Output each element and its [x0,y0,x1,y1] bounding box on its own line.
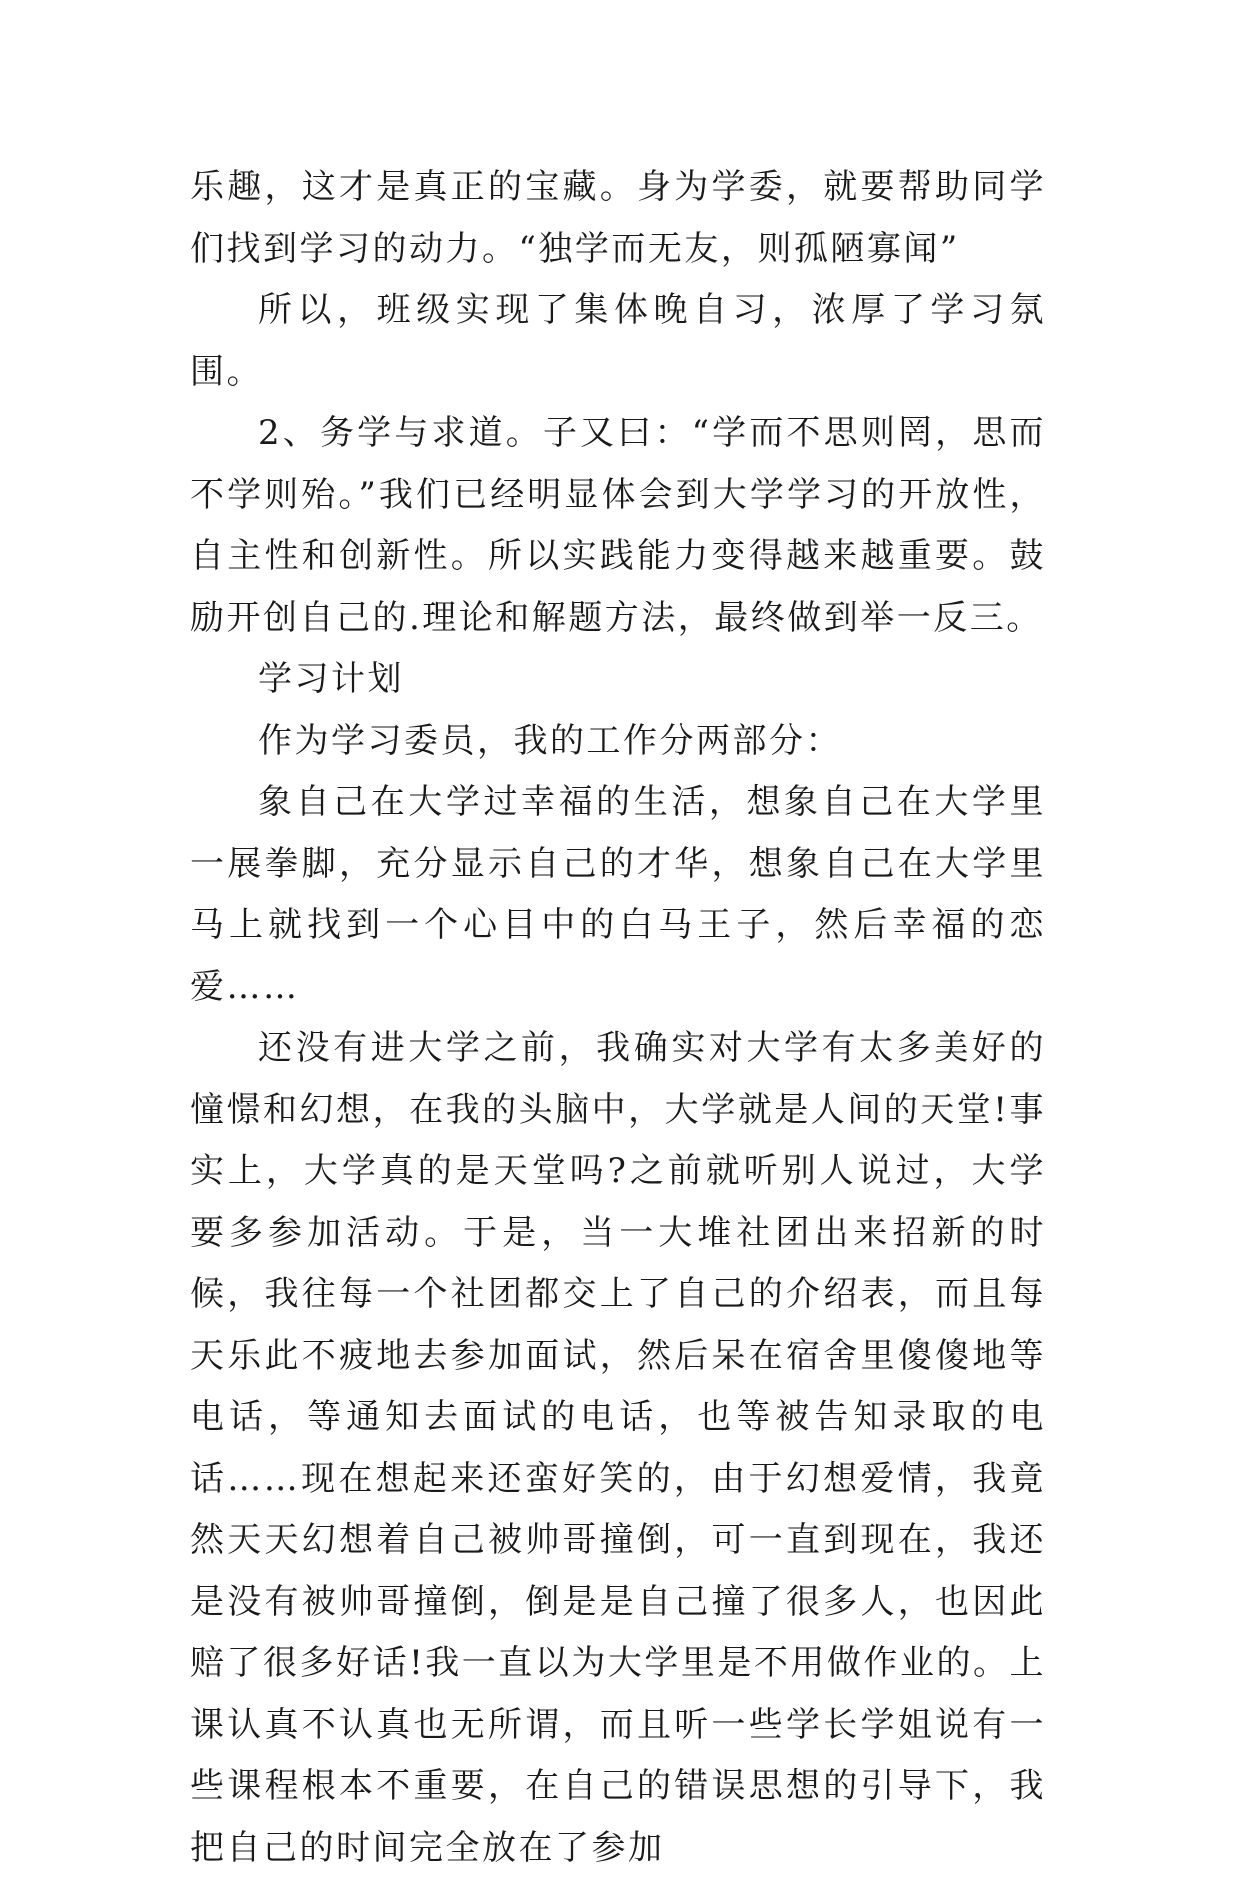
section-heading-study-plan: 学习计划 [258,659,404,699]
paragraph-study-atmosphere: 所以，班级实现了集体晚自习，浓厚了学习氛围。 [190,290,1046,392]
paragraph-learning-and-seeking: 2、务学与求道。子又曰：“学而不思则罔，思而不学则殆。”我们已经明显体会到大学学习的开放性，自主性和创新性。所以实践能力变得越来越重要。鼓励开创自己的.理论和解题方法，最终做到举一反三。 [190,413,1046,638]
paragraph-work-parts: 作为学习委员，我的工作分两部分： [258,720,842,761]
paragraph-before-college: 还没有进大学之前，我确实对大学有太多美好的憧憬和幻想，在我的头脑中，大学就是人间的天堂!事实上，大学真的是天堂吗?之前就听别人说过，大学要多参加活动。于是，当一大堆社团出来招新的时候，我往每一个社团都交上了自己的介绍表，而且每天乐此不疲地去参加面试，然后呆在宿舍里傻傻地等电话，等通知去面试的电话，也等被告知录取的电话……现在想起来还蛮好笑的，由于幻想爱情，我竟然天天幻想着自己被帅哥撞倒，可一直到现在，我还是没有被帅哥撞倒，倒是是自己撞了很多人，也因此赔了很多好话!我一直以为大学里是不用做作业的。上课认真不认真也无所谓，而且听一些学长学姐说有一些课程根本不重要，在自己的错误思想的引导下，我把自己的时间完全放在了参加 [190,1028,1046,1868]
paragraph-imagination: 象自己在大学过幸福的生活，想象自己在大学里一展拳脚，充分显示自己的才华，想象自己在大学里马上就找到一个心目中的白马王子，然后幸福的恋爱…… [190,782,1046,1007]
paragraph-continuation: 乐趣，这才是真正的宝藏。身为学委，就要帮助同学们找到学习的动力。“独学而无友，则孤陋寡闻” [190,167,1046,269]
document-body [190,157,1046,1879]
